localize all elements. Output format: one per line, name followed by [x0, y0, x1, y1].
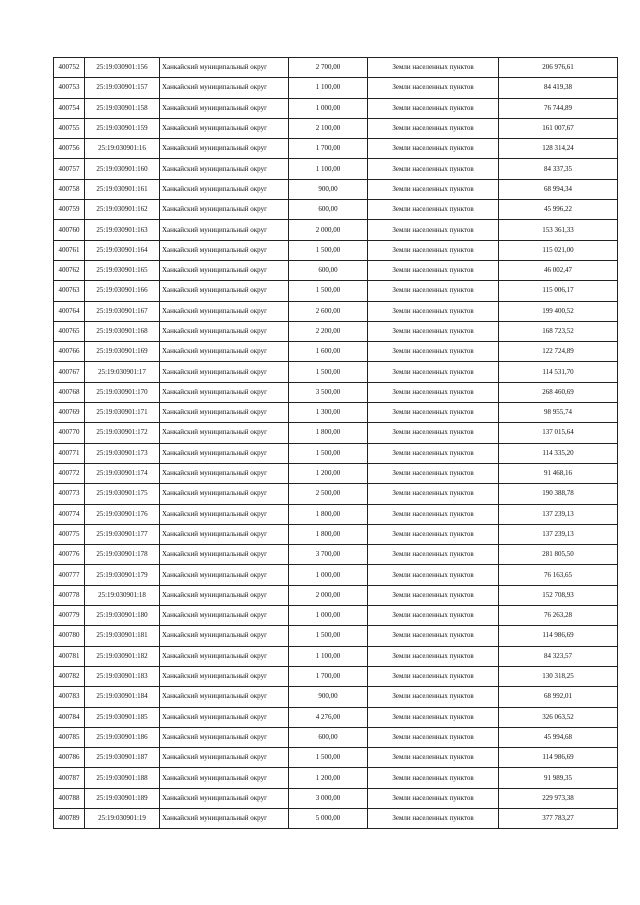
cadastral-value-cell: 84 337,35: [499, 159, 618, 179]
cadastral-value-cell: 68 992,01: [499, 687, 618, 707]
cadastral-number-cell: 25:19:030901:174: [85, 463, 160, 483]
land-category-cell: Земли населенных пунктов: [368, 626, 499, 646]
district-cell: Ханкайский муниципальный округ: [160, 606, 289, 626]
area-cell: 3 000,00: [289, 788, 368, 808]
cadastral-number-cell: 25:19:030901:157: [85, 78, 160, 98]
table-row: [54, 58, 618, 78]
cadastral-value-cell: 161 007,67: [499, 118, 618, 138]
cadastral-number-cell: 25:19:030901:181: [85, 626, 160, 646]
area-cell: 2 100,00: [289, 118, 368, 138]
cadastral-number-cell: 25:19:030901:164: [85, 240, 160, 260]
cadastral-number-cell: 25:19:030901:171: [85, 403, 160, 423]
district-cell: Ханкайский муниципальный округ: [160, 98, 289, 118]
table-row: [54, 504, 618, 524]
table-row: [54, 98, 618, 118]
row-number-cell: 400755: [54, 118, 85, 138]
area-cell: 1 100,00: [289, 78, 368, 98]
area-cell: 2 700,00: [289, 58, 368, 78]
table-row: [54, 524, 618, 544]
district-cell: Ханкайский муниципальный округ: [160, 118, 289, 138]
cadastral-number-cell: 25:19:030901:188: [85, 768, 160, 788]
cadastral-value-cell: 268 460,69: [499, 382, 618, 402]
area-cell: 2 000,00: [289, 585, 368, 605]
table-row: [54, 585, 618, 605]
district-cell: Ханкайский муниципальный округ: [160, 260, 289, 280]
row-number-cell: 400781: [54, 646, 85, 666]
cadastral-number-cell: 25:19:030901:176: [85, 504, 160, 524]
district-cell: Ханкайский муниципальный округ: [160, 240, 289, 260]
row-number-cell: 400759: [54, 200, 85, 220]
table-row: [54, 281, 618, 301]
cadastral-value-cell: 152 708,93: [499, 585, 618, 605]
row-number-cell: 400758: [54, 179, 85, 199]
table-row: [54, 808, 618, 828]
land-category-cell: Земли населенных пунктов: [368, 382, 499, 402]
land-category-cell: Земли населенных пунктов: [368, 118, 499, 138]
area-cell: 2 500,00: [289, 484, 368, 504]
cadastral-value-cell: 114 531,70: [499, 362, 618, 382]
cadastral-number-cell: 25:19:030901:169: [85, 342, 160, 362]
table-row: [54, 382, 618, 402]
land-category-cell: Земли населенных пунктов: [368, 666, 499, 686]
district-cell: Ханкайский муниципальный округ: [160, 524, 289, 544]
district-cell: Ханкайский муниципальный округ: [160, 687, 289, 707]
table-row: [54, 179, 618, 199]
table-row: [54, 687, 618, 707]
cadastral-value-cell: 91 989,35: [499, 768, 618, 788]
land-category-cell: Земли населенных пунктов: [368, 768, 499, 788]
cadastral-number-cell: 25:19:030901:186: [85, 727, 160, 747]
row-number-cell: 400774: [54, 504, 85, 524]
cadastral-number-cell: 25:19:030901:163: [85, 220, 160, 240]
cadastral-value-cell: 98 955,74: [499, 403, 618, 423]
land-category-cell: Земли населенных пунктов: [368, 403, 499, 423]
cadastral-value-cell: 281 805,50: [499, 545, 618, 565]
cadastral-value-cell: 168 723,52: [499, 321, 618, 341]
land-category-cell: Земли населенных пунктов: [368, 646, 499, 666]
land-category-cell: Земли населенных пунктов: [368, 240, 499, 260]
row-number-cell: 400772: [54, 463, 85, 483]
cadastral-number-cell: 25:19:030901:177: [85, 524, 160, 544]
area-cell: 1 800,00: [289, 524, 368, 544]
table-row: [54, 646, 618, 666]
area-cell: 1 500,00: [289, 748, 368, 768]
row-number-cell: 400779: [54, 606, 85, 626]
row-number-cell: 400766: [54, 342, 85, 362]
table-row: [54, 463, 618, 483]
row-number-cell: 400776: [54, 545, 85, 565]
cadastral-value-cell: 84 419,38: [499, 78, 618, 98]
land-category-cell: Земли населенных пунктов: [368, 301, 499, 321]
cadastral-value-cell: 46 002,47: [499, 260, 618, 280]
table-row: [54, 707, 618, 727]
area-cell: 600,00: [289, 200, 368, 220]
cadastral-value-cell: 84 323,57: [499, 646, 618, 666]
cadastral-value-cell: 91 468,16: [499, 463, 618, 483]
area-cell: 1 600,00: [289, 342, 368, 362]
district-cell: Ханкайский муниципальный округ: [160, 727, 289, 747]
cadastral-number-cell: 25:19:030901:182: [85, 646, 160, 666]
row-number-cell: 400761: [54, 240, 85, 260]
district-cell: Ханкайский муниципальный округ: [160, 626, 289, 646]
area-cell: 5 000,00: [289, 808, 368, 828]
row-number-cell: 400768: [54, 382, 85, 402]
row-number-cell: 400767: [54, 362, 85, 382]
row-number-cell: 400787: [54, 768, 85, 788]
cadastral-number-cell: 25:19:030901:180: [85, 606, 160, 626]
land-category-cell: Земли населенных пунктов: [368, 707, 499, 727]
table-row: [54, 748, 618, 768]
row-number-cell: 400775: [54, 524, 85, 544]
land-category-cell: Земли населенных пунктов: [368, 565, 499, 585]
cadastral-value-cell: 76 744,89: [499, 98, 618, 118]
area-cell: 1 800,00: [289, 423, 368, 443]
cadastral-value-cell: 206 976,61: [499, 58, 618, 78]
district-cell: Ханкайский муниципальный округ: [160, 321, 289, 341]
district-cell: Ханкайский муниципальный округ: [160, 768, 289, 788]
cadastral-number-cell: 25:19:030901:166: [85, 281, 160, 301]
table-row: [54, 788, 618, 808]
area-cell: 1 500,00: [289, 626, 368, 646]
land-category-cell: Земли населенных пунктов: [368, 281, 499, 301]
land-category-cell: Земли населенных пунктов: [368, 606, 499, 626]
land-category-cell: Земли населенных пунктов: [368, 687, 499, 707]
cadastral-value-cell: 130 318,25: [499, 666, 618, 686]
cadastral-value-cell: 114 986,69: [499, 626, 618, 646]
district-cell: Ханкайский муниципальный округ: [160, 443, 289, 463]
district-cell: Ханкайский муниципальный округ: [160, 342, 289, 362]
land-category-cell: Земли населенных пунктов: [368, 484, 499, 504]
row-number-cell: 400788: [54, 788, 85, 808]
cadastral-value-cell: 45 994,68: [499, 727, 618, 747]
cadastral-value-cell: 190 388,78: [499, 484, 618, 504]
land-parcels-table: [53, 57, 618, 829]
area-cell: 1 200,00: [289, 768, 368, 788]
row-number-cell: 400754: [54, 98, 85, 118]
cadastral-value-cell: 153 361,33: [499, 220, 618, 240]
area-cell: 1 200,00: [289, 463, 368, 483]
district-cell: Ханкайский муниципальный округ: [160, 748, 289, 768]
area-cell: 2 000,00: [289, 220, 368, 240]
area-cell: 600,00: [289, 727, 368, 747]
row-number-cell: 400771: [54, 443, 85, 463]
table-row: [54, 220, 618, 240]
row-number-cell: 400789: [54, 808, 85, 828]
district-cell: Ханкайский муниципальный округ: [160, 200, 289, 220]
cadastral-number-cell: 25:19:030901:159: [85, 118, 160, 138]
cadastral-value-cell: 199 400,52: [499, 301, 618, 321]
table-row: [54, 666, 618, 686]
land-category-cell: Земли населенных пунктов: [368, 808, 499, 828]
cadastral-value-cell: 137 239,13: [499, 504, 618, 524]
row-number-cell: 400782: [54, 666, 85, 686]
row-number-cell: 400753: [54, 78, 85, 98]
land-category-cell: Земли населенных пунктов: [368, 524, 499, 544]
table-row: [54, 240, 618, 260]
land-category-cell: Земли населенных пунктов: [368, 342, 499, 362]
cadastral-number-cell: 25:19:030901:167: [85, 301, 160, 321]
cadastral-number-cell: 25:19:030901:183: [85, 666, 160, 686]
area-cell: 2 200,00: [289, 321, 368, 341]
cadastral-number-cell: 25:19:030901:162: [85, 200, 160, 220]
cadastral-number-cell: 25:19:030901:175: [85, 484, 160, 504]
cadastral-number-cell: 25:19:030901:185: [85, 707, 160, 727]
cadastral-value-cell: 326 063,52: [499, 707, 618, 727]
area-cell: 1 700,00: [289, 139, 368, 159]
district-cell: Ханкайский муниципальный округ: [160, 362, 289, 382]
area-cell: 3 700,00: [289, 545, 368, 565]
area-cell: 1 000,00: [289, 606, 368, 626]
area-cell: 1 100,00: [289, 646, 368, 666]
table-row: [54, 626, 618, 646]
cadastral-value-cell: 45 996,22: [499, 200, 618, 220]
cadastral-value-cell: 137 015,64: [499, 423, 618, 443]
land-category-cell: Земли населенных пунктов: [368, 78, 499, 98]
district-cell: Ханкайский муниципальный округ: [160, 808, 289, 828]
cadastral-value-cell: 76 263,28: [499, 606, 618, 626]
cadastral-number-cell: 25:19:030901:189: [85, 788, 160, 808]
district-cell: Ханкайский муниципальный округ: [160, 788, 289, 808]
area-cell: 1 300,00: [289, 403, 368, 423]
table-row: [54, 200, 618, 220]
cadastral-number-cell: 25:19:030901:165: [85, 260, 160, 280]
cadastral-number-cell: 25:19:030901:178: [85, 545, 160, 565]
area-cell: 3 500,00: [289, 382, 368, 402]
land-category-cell: Земли населенных пунктов: [368, 139, 499, 159]
district-cell: Ханкайский муниципальный округ: [160, 179, 289, 199]
row-number-cell: 400765: [54, 321, 85, 341]
cadastral-number-cell: 25:19:030901:161: [85, 179, 160, 199]
cadastral-number-cell: 25:19:030901:16: [85, 139, 160, 159]
row-number-cell: 400777: [54, 565, 85, 585]
land-category-cell: Земли населенных пунктов: [368, 260, 499, 280]
cadastral-number-cell: 25:19:030901:172: [85, 423, 160, 443]
district-cell: Ханкайский муниципальный округ: [160, 504, 289, 524]
area-cell: 1 000,00: [289, 98, 368, 118]
row-number-cell: 400764: [54, 301, 85, 321]
area-cell: 900,00: [289, 179, 368, 199]
cadastral-value-cell: 114 335,20: [499, 443, 618, 463]
table-row: [54, 342, 618, 362]
district-cell: Ханкайский муниципальный округ: [160, 545, 289, 565]
row-number-cell: 400762: [54, 260, 85, 280]
area-cell: 1 800,00: [289, 504, 368, 524]
district-cell: Ханкайский муниципальный округ: [160, 58, 289, 78]
district-cell: Ханкайский муниципальный округ: [160, 281, 289, 301]
row-number-cell: 400757: [54, 159, 85, 179]
area-cell: 1 000,00: [289, 565, 368, 585]
row-number-cell: 400760: [54, 220, 85, 240]
cadastral-value-cell: 114 986,69: [499, 748, 618, 768]
table-row: [54, 403, 618, 423]
district-cell: Ханкайский муниципальный округ: [160, 484, 289, 504]
district-cell: Ханкайский муниципальный округ: [160, 646, 289, 666]
cadastral-number-cell: 25:19:030901:19: [85, 808, 160, 828]
table-row: [54, 78, 618, 98]
row-number-cell: 400784: [54, 707, 85, 727]
district-cell: Ханкайский муниципальный округ: [160, 707, 289, 727]
land-category-cell: Земли населенных пунктов: [368, 423, 499, 443]
district-cell: Ханкайский муниципальный округ: [160, 139, 289, 159]
land-category-cell: Земли населенных пунктов: [368, 321, 499, 341]
cadastral-number-cell: 25:19:030901:168: [85, 321, 160, 341]
area-cell: 1 500,00: [289, 443, 368, 463]
row-number-cell: 400770: [54, 423, 85, 443]
table-row: [54, 606, 618, 626]
table-row: [54, 545, 618, 565]
district-cell: Ханкайский муниципальный округ: [160, 463, 289, 483]
cadastral-number-cell: 25:19:030901:17: [85, 362, 160, 382]
area-cell: 2 600,00: [289, 301, 368, 321]
row-number-cell: 400780: [54, 626, 85, 646]
cadastral-value-cell: 68 994,34: [499, 179, 618, 199]
table-row: [54, 321, 618, 341]
cadastral-value-cell: 122 724,89: [499, 342, 618, 362]
area-cell: 1 500,00: [289, 240, 368, 260]
land-category-cell: Земли населенных пунктов: [368, 748, 499, 768]
cadastral-number-cell: 25:19:030901:187: [85, 748, 160, 768]
district-cell: Ханкайский муниципальный округ: [160, 159, 289, 179]
land-category-cell: Земли населенных пунктов: [368, 545, 499, 565]
table-body: [54, 58, 618, 829]
cadastral-value-cell: 137 239,13: [499, 524, 618, 544]
cadastral-number-cell: 25:19:030901:170: [85, 382, 160, 402]
district-cell: Ханкайский муниципальный округ: [160, 585, 289, 605]
table-row: [54, 139, 618, 159]
table-row: [54, 565, 618, 585]
cadastral-value-cell: 115 006,17: [499, 281, 618, 301]
table-row: [54, 159, 618, 179]
cadastral-number-cell: 25:19:030901:18: [85, 585, 160, 605]
area-cell: 1 100,00: [289, 159, 368, 179]
row-number-cell: 400773: [54, 484, 85, 504]
land-category-cell: Земли населенных пунктов: [368, 98, 499, 118]
cadastral-number-cell: 25:19:030901:158: [85, 98, 160, 118]
row-number-cell: 400752: [54, 58, 85, 78]
table-row: [54, 260, 618, 280]
district-cell: Ханкайский муниципальный округ: [160, 382, 289, 402]
district-cell: Ханкайский муниципальный округ: [160, 423, 289, 443]
land-category-cell: Земли населенных пунктов: [368, 58, 499, 78]
district-cell: Ханкайский муниципальный округ: [160, 301, 289, 321]
district-cell: Ханкайский муниципальный округ: [160, 565, 289, 585]
land-category-cell: Земли населенных пунктов: [368, 200, 499, 220]
district-cell: Ханкайский муниципальный округ: [160, 666, 289, 686]
row-number-cell: 400786: [54, 748, 85, 768]
cadastral-number-cell: 25:19:030901:179: [85, 565, 160, 585]
table-row: [54, 484, 618, 504]
table-row: [54, 362, 618, 382]
land-category-cell: Земли населенных пунктов: [368, 463, 499, 483]
area-cell: 600,00: [289, 260, 368, 280]
table-row: [54, 301, 618, 321]
cadastral-number-cell: 25:19:030901:173: [85, 443, 160, 463]
district-cell: Ханкайский муниципальный округ: [160, 403, 289, 423]
land-category-cell: Земли населенных пунктов: [368, 585, 499, 605]
cadastral-value-cell: 128 314,24: [499, 139, 618, 159]
cadastral-number-cell: 25:19:030901:156: [85, 58, 160, 78]
row-number-cell: 400763: [54, 281, 85, 301]
area-cell: 1 700,00: [289, 666, 368, 686]
land-category-cell: Земли населенных пунктов: [368, 504, 499, 524]
table-row: [54, 727, 618, 747]
cadastral-number-cell: 25:19:030901:184: [85, 687, 160, 707]
land-category-cell: Земли населенных пунктов: [368, 159, 499, 179]
area-cell: 900,00: [289, 687, 368, 707]
land-category-cell: Земли населенных пунктов: [368, 788, 499, 808]
district-cell: Ханкайский муниципальный округ: [160, 78, 289, 98]
land-category-cell: Земли населенных пунктов: [368, 220, 499, 240]
area-cell: 1 500,00: [289, 362, 368, 382]
table-row: [54, 423, 618, 443]
cadastral-number-cell: 25:19:030901:160: [85, 159, 160, 179]
land-category-cell: Земли населенных пунктов: [368, 362, 499, 382]
land-category-cell: Земли населенных пунктов: [368, 727, 499, 747]
row-number-cell: 400783: [54, 687, 85, 707]
cadastral-value-cell: 377 783,27: [499, 808, 618, 828]
row-number-cell: 400778: [54, 585, 85, 605]
area-cell: 4 276,00: [289, 707, 368, 727]
land-category-cell: Земли населенных пунктов: [368, 443, 499, 463]
district-cell: Ханкайский муниципальный округ: [160, 220, 289, 240]
table-row: [54, 768, 618, 788]
row-number-cell: 400756: [54, 139, 85, 159]
row-number-cell: 400785: [54, 727, 85, 747]
table-row: [54, 443, 618, 463]
table-row: [54, 118, 618, 138]
cadastral-value-cell: 229 973,38: [499, 788, 618, 808]
area-cell: 1 500,00: [289, 281, 368, 301]
land-category-cell: Земли населенных пунктов: [368, 179, 499, 199]
cadastral-value-cell: 115 021,00: [499, 240, 618, 260]
row-number-cell: 400769: [54, 403, 85, 423]
cadastral-value-cell: 76 163,65: [499, 565, 618, 585]
